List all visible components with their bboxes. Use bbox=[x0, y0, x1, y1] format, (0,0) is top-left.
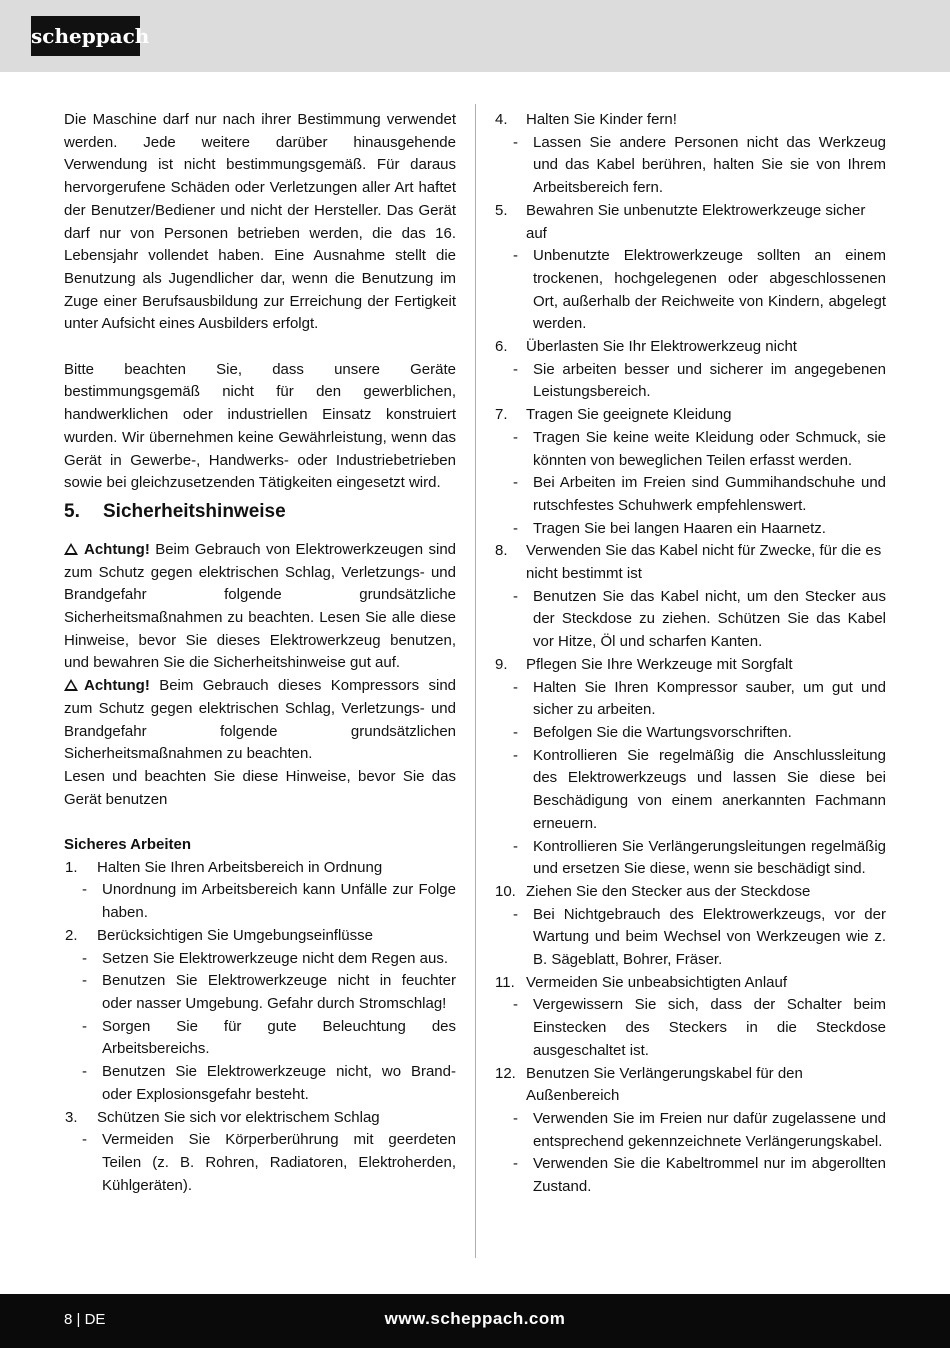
bullet-text: Unordnung im Arbeitsbereich kann Unfälle zur Folge haben. bbox=[102, 881, 456, 922]
list-item bbox=[495, 109, 886, 132]
dash-marker: - bbox=[82, 1063, 87, 1081]
list-item-number: 10. bbox=[495, 882, 516, 900]
dash-marker: - bbox=[513, 723, 518, 741]
bullet-item bbox=[64, 879, 456, 924]
list-item-title: Pflegen Sie Ihre Werkzeuge mit Sorgfalt bbox=[526, 655, 793, 673]
bullet-text: Befolgen Sie die Wartungsvorschriften. bbox=[533, 723, 792, 741]
list-item bbox=[64, 857, 456, 880]
list-item-title: Überlasten Sie Ihr Elektrowerkzeug nicht bbox=[526, 338, 797, 356]
subheading-safe-work: Sicheres Arbeiten bbox=[64, 836, 191, 854]
list-item-number: 1. bbox=[65, 858, 78, 876]
list-item-title: Verwenden Sie das Kabel nicht für Zwecke, für die es nicht bestimmt ist bbox=[526, 542, 882, 583]
bullet-item bbox=[495, 472, 886, 517]
dash-marker: - bbox=[513, 519, 518, 537]
list-item bbox=[495, 540, 886, 585]
section-number: 5. bbox=[64, 500, 80, 522]
bullet-text: Kontrollieren Sie Verlängerungsleitungen regelmäßig und ersetzen Sie diese, wenn sie beschädigt sind. bbox=[533, 837, 886, 878]
warning-paragraph-2: Achtung! Beim Gebrauch dieses Kompressors sind zum Schutz gegen elektrischen Schlag, Verletzungs- und Brandgefahr folgende grundsätzlichen Sicherheitsmaßnahmen zu beachten. bbox=[64, 677, 456, 763]
dash-marker: - bbox=[513, 1109, 518, 1127]
page-header bbox=[0, 0, 950, 72]
list-item-title: Bewahren Sie unbenutzte Elektrowerkzeuge sicher auf bbox=[526, 201, 866, 242]
list-item-title: Halten Sie Ihren Arbeitsbereich in Ordnung bbox=[97, 858, 383, 876]
warning-label: Achtung! bbox=[84, 677, 150, 695]
bullet-item bbox=[495, 586, 886, 654]
dash-marker: - bbox=[513, 587, 518, 605]
bullet-text: Setzen Sie Elektrowerkzeuge nicht dem Regen aus. bbox=[102, 949, 449, 967]
bullet-item bbox=[495, 994, 886, 1062]
dash-marker: - bbox=[513, 360, 518, 378]
list-item bbox=[495, 404, 886, 427]
bullet-text: Verwenden Sie die Kabeltrommel nur im abgerollten Zustand. bbox=[533, 1155, 886, 1196]
list-item bbox=[495, 336, 886, 359]
dash-marker: - bbox=[513, 678, 518, 696]
scheppach-logo: scheppach bbox=[31, 16, 140, 56]
safety-list-right bbox=[495, 109, 886, 1199]
dash-marker: - bbox=[82, 949, 87, 967]
right-column bbox=[495, 109, 886, 1199]
intended-use-paragraph: Die Maschine darf nur nach ihrer Bestimmung verwendet werden. Jede weitere darüber hinausgehende Verwendung ist nicht bestimmungsgemäß. Für daraus hervorgerufene Schäden oder Verletzungen aller Art haftet der Benutzer/Bediener und nicht der Hersteller. Das Gerät darf nur von Personen betrieben werden, die das 16. Lebensjahr vollendet haben. Eine Ausnahme stellt die Benutzung als Jugendlicher dar, wenn die Benutzung im Zuge einer Berufsausbildung zur Erreichung der Fertigkeit unter Aufsicht eines Ausbilders erfolgt. bbox=[64, 111, 456, 333]
list-item bbox=[64, 925, 456, 948]
bullet-text: Tragen Sie keine weite Kleidung oder Schmuck, sie könnten von beweglichen Teilen erfasst werden. bbox=[533, 428, 886, 469]
bullet-item bbox=[495, 1108, 886, 1153]
bullet-text: Tragen Sie bei langen Haaren ein Haarnetz. bbox=[533, 519, 826, 537]
bullet-item bbox=[495, 904, 886, 972]
bullet-item bbox=[495, 427, 886, 472]
page-footer bbox=[0, 1294, 950, 1348]
bullet-item bbox=[495, 745, 886, 836]
list-item-title: Vermeiden Sie unbeabsichtigten Anlauf bbox=[526, 973, 788, 991]
bullet-text: Vermeiden Sie Körperberührung mit geerdeten Teilen (z. B. Rohren, Radiatoren, Elektroherden, Kühlgeräten). bbox=[102, 1131, 456, 1194]
list-item bbox=[495, 881, 886, 904]
bullet-item bbox=[64, 1061, 456, 1106]
bullet-item bbox=[64, 1129, 456, 1197]
list-item-title: Berücksichtigen Sie Umgebungseinflüsse bbox=[97, 926, 373, 944]
bullet-item bbox=[495, 359, 886, 404]
bullet-text: Lassen Sie andere Personen nicht das Werkzeug und das Kabel berühren, halten Sie sie von Ihrem Arbeitsbereich fern. bbox=[533, 133, 886, 197]
list-item-number: 7. bbox=[495, 406, 508, 424]
dash-marker: - bbox=[513, 247, 518, 265]
bullet-text: Unbenutzte Elektrowerkzeuge sollten an einem trockenen, hochgelegenen oder abgeschlossenen Ort, außerhalb der Reichweite von Kindern, abgelegt werden. bbox=[533, 247, 886, 333]
list-item bbox=[495, 654, 886, 677]
bullet-text: Vergewissern Sie sich, dass der Schalter beim Einstecken des Steckers in die Steckdose ausgeschaltet ist. bbox=[533, 996, 886, 1059]
list-item-title: Benutzen Sie Verlängerungskabel für den Außenbereich bbox=[526, 1064, 803, 1105]
bullet-text: Halten Sie Ihren Kompressor sauber, um gut und sicher zu arbeiten. bbox=[533, 678, 886, 719]
list-item bbox=[495, 1063, 886, 1108]
column-divider bbox=[475, 104, 476, 1258]
bullet-text: Sie arbeiten besser und sicherer im angegebenen Leistungsbereich. bbox=[533, 360, 886, 401]
list-item bbox=[495, 972, 886, 995]
bullet-item bbox=[495, 245, 886, 336]
left-column bbox=[64, 109, 456, 1197]
bullet-text: Verwenden Sie im Freien nur dafür zugelassene und entsprechend gekennzeichnete Verlängerungskabel. bbox=[533, 1109, 886, 1150]
dash-marker: - bbox=[513, 837, 518, 855]
list-item-number: 3. bbox=[65, 1108, 78, 1126]
bullet-text: Bei Arbeiten im Freien sind Gummihandschuhe und rutschfestes Schuhwerk empfehlenswert. bbox=[533, 474, 886, 514]
section-title: Sicherheitshinweise bbox=[103, 500, 286, 522]
bullet-item bbox=[495, 518, 886, 541]
website-url: www.scheppach.com bbox=[384, 1309, 566, 1328]
list-item-title: Schützen Sie sich vor elektrischem Schlag bbox=[97, 1108, 380, 1126]
dash-marker: - bbox=[513, 133, 518, 151]
warning-triangle-icon bbox=[64, 543, 78, 555]
list-item bbox=[64, 1107, 456, 1130]
bullet-item bbox=[64, 970, 456, 1015]
list-item-number: 6. bbox=[495, 338, 508, 356]
dash-marker: - bbox=[513, 905, 518, 923]
dash-marker: - bbox=[82, 1017, 87, 1035]
dash-marker: - bbox=[513, 428, 518, 446]
bullet-text: Sorgen Sie für gute Beleuchtung des Arbeitsbereichs. bbox=[102, 1017, 456, 1058]
list-item-title: Halten Sie Kinder fern! bbox=[526, 111, 677, 128]
list-item-title: Ziehen Sie den Stecker aus der Steckdose bbox=[526, 882, 811, 900]
dash-marker: - bbox=[513, 996, 518, 1014]
dash-marker: - bbox=[82, 972, 87, 990]
list-item-number: 4. bbox=[495, 111, 508, 128]
safety-list-left bbox=[64, 857, 456, 1198]
list-item-title: Tragen Sie geeignete Kleidung bbox=[526, 406, 732, 424]
dash-marker: - bbox=[513, 1155, 518, 1173]
warning-label: Achtung! bbox=[84, 540, 150, 558]
list-item-number: 8. bbox=[495, 542, 508, 560]
bullet-text: Benutzen Sie das Kabel nicht, um den Stecker aus der Steckdose zu ziehen. Schützen Sie das Kabel vor Hitze, Öl und scharfen Kanten. bbox=[533, 587, 886, 651]
bullet-item bbox=[64, 1016, 456, 1061]
dash-marker: - bbox=[513, 746, 518, 764]
dash-marker: - bbox=[82, 881, 87, 899]
list-item-number: 11. bbox=[495, 973, 515, 991]
bullet-item bbox=[495, 836, 886, 881]
warning-paragraph-1: Achtung! Beim Gebrauch von Elektrowerkzeugen sind zum Schutz gegen elektrischen Schlag, Verletzungs- und Brandgefahr folgende grundsätzliche Sicherheitsmaßnahmen zu beachten. Lesen Sie alle diese Hinweise, bevor Sie dieses Elektrowerkzeug benutzen, und bewahren Sie die Sicherheitshinweise gut auf. bbox=[64, 540, 456, 672]
bullet-text: Bei Nichtgebrauch des Elektrowerkzeugs, vor der Wartung und beim Wechsel von Werkzeugen wie z. B. Sägeblatt, Bohrer, Fräser. bbox=[533, 905, 886, 969]
bullet-item bbox=[495, 132, 886, 200]
bullet-text: Benutzen Sie Elektrowerkzeuge nicht, wo Brand- oder Explosionsgefahr besteht. bbox=[102, 1063, 456, 1103]
commercial-use-paragraph: Bitte beachten Sie, dass unsere Geräte bestimmungsgemäß nicht für den gewerblichen, handwerklichen oder industriellen Einsatz konstruiert wurden. Wir übernehmen keine Gewährleistung, wenn das Gerät in Gewerbe-, Handwerks- oder Industriebetrieben sowie bei gleichzusetzenden Tätigkeiten eingesetzt wird. bbox=[64, 360, 456, 492]
bullet-item bbox=[495, 1153, 886, 1198]
bullet-text: Benutzen Sie Elektrowerkzeuge nicht in feuchter oder nasser Umgebung. Gefahr durch Stromschlag! bbox=[102, 972, 456, 1012]
warning-triangle-icon bbox=[64, 679, 78, 691]
dash-marker: - bbox=[82, 1131, 87, 1149]
section-heading bbox=[64, 500, 456, 524]
read-instructions-paragraph: Lesen und beachten Sie diese Hinweise, bevor Sie das Gerät benutzen bbox=[64, 767, 456, 808]
list-item-number: 2. bbox=[65, 926, 78, 944]
page-number: 8 | DE bbox=[64, 1311, 106, 1328]
dash-marker: - bbox=[513, 474, 518, 492]
list-item-number: 5. bbox=[495, 201, 508, 219]
bullet-item bbox=[495, 722, 886, 745]
list-item-number: 12. bbox=[495, 1064, 516, 1082]
list-item bbox=[495, 200, 886, 245]
bullet-item bbox=[495, 677, 886, 722]
bullet-text: Kontrollieren Sie regelmäßig die Anschlussleitung des Elektrowerkzeugs und lassen Sie diese bei Beschädigung von einem anerkannten Fachmann erneuern. bbox=[533, 746, 886, 832]
list-item-number: 9. bbox=[495, 655, 508, 673]
bullet-item bbox=[64, 948, 456, 971]
